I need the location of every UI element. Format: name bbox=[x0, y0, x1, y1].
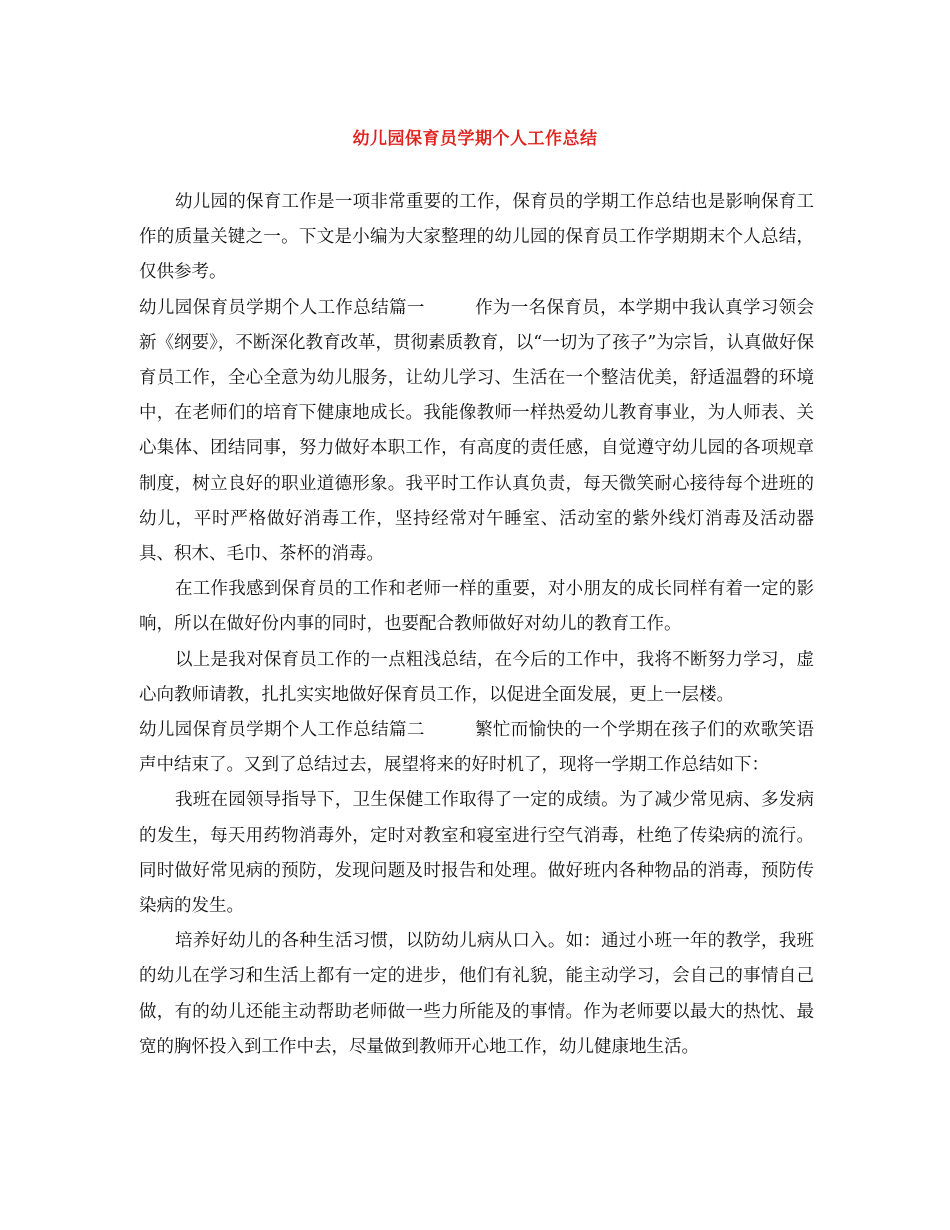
body-paragraph: 在工作我感到保育员的工作和老师一样的重要，对小朋友的成长同样有着一定的影响，所以在做好份内事的同时，也要配合教师做好对幼儿的教育工作。 bbox=[139, 579, 814, 635]
body-paragraph: 以上是我对保育员工作的一点粗浅总结，在今后的工作中，我将不断努力学习，虚心向教师请教，扎扎实实地做好保育员工作，以促进全面发展，更上一层楼。 bbox=[139, 649, 814, 705]
section-2-text: 繁忙而愉快的一个学期在孩子们的欢歌笑语声中结束了。又到了总结过去，展望将来的好时机了，现将一学期工作总结如下： bbox=[139, 720, 815, 776]
section-1-paragraph bbox=[139, 291, 814, 573]
section-2-paragraph bbox=[139, 713, 814, 783]
section-1-heading: 幼儿园保育员学期个人工作总结篇一 bbox=[139, 297, 425, 318]
intro-paragraph: 幼儿园的保育工作是一项非常重要的工作，保育员的学期工作总结也是影响保育工作的质量关键之一。下文是小编为大家整理的幼儿园的保育员工作学期期末个人总结，仅供参考。 bbox=[139, 192, 814, 283]
document-title: 幼儿园保育员学期个人工作总结 bbox=[352, 129, 598, 149]
body-paragraph: 我班在园领导指导下，卫生保健工作取得了一定的成绩。为了减少常见病、多发病的发生，每天用药物消毒外，定时对教室和寝室进行空气消毒，杜绝了传染病的流行。同时做好常见病的预防，发现问题及时报告和处理。做好班内各种物品的消毒，预防传染病的发生。 bbox=[139, 790, 814, 917]
section-2-heading: 幼儿园保育员学期个人工作总结篇二 bbox=[139, 720, 425, 741]
section-1-text: 作为一名保育员，本学期中我认真学习领会新《纲要》，不断深化教育改革，贯彻素质教育，以“一切为了孩子”为宗旨，认真做好保育员工作，全心全意为幼儿服务，让幼儿学习、生活在一个整洁优美，舒适温磬的环境中，在老师们的培育下健康地成长。我能像教师一样热爱幼儿教育事业，为人师表、关心集体、团结同事，努力做好本职工作，有高度的责任感，自觉遵守幼儿园的各项规章制度，树立良好的职业道德形象。我平时工作认真负责，每天微笑耐心接待每个进班的幼儿，平时严格做好消毒工作，坚持经常对午睡室、活动室的紫外线灯消毒及活动器具、积木、毛巾、茶杯的消毒。 bbox=[139, 297, 815, 565]
body-paragraph: 培养好幼儿的各种生活习惯，以防幼儿病从口入。如：通过小班一年的教学，我班的幼儿在学习和生活上都有一定的进步，他们有礼貌，能主动学习，会自己的事情自己做，有的幼儿还能主动帮助老师做一些力所能及的事情。作为老师要以最大的热忱、最宽的胸怀投入到工作中去，尽量做到教师开心地工作，幼儿健康地生活。 bbox=[139, 931, 814, 1057]
document-body bbox=[139, 185, 814, 1065]
